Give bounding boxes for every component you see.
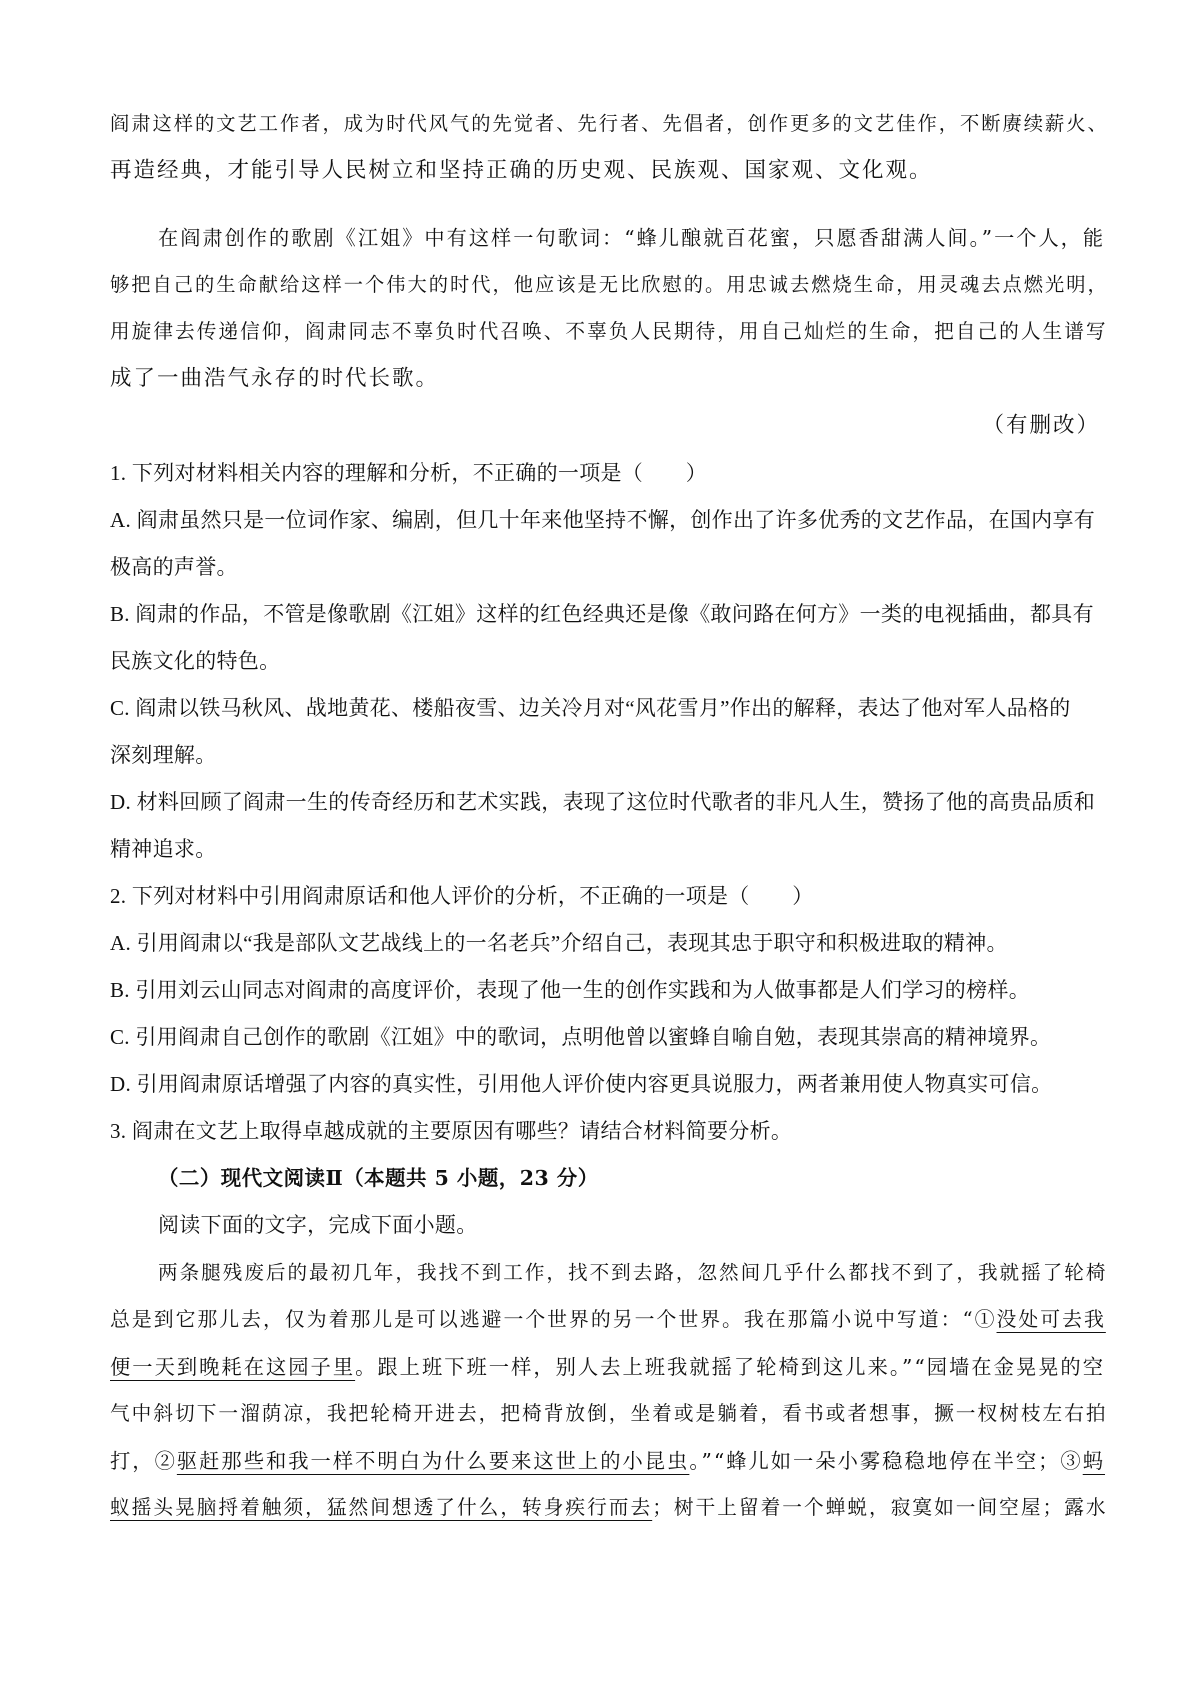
underlined-sentence-1-cont: 便一天到晚耗在这园子里	[110, 1355, 356, 1379]
source-note: （有删改）	[982, 413, 1100, 438]
question-3-stem: 3. 阎肃在文艺上取得卓越成就的主要原因有哪些？请结合材料简要分析。	[110, 1119, 793, 1143]
question-1-stem: 1. 下列对材料相关内容的理解和分析，不正确的一项是（ ）	[110, 461, 707, 485]
question-1-option-a: A. 阎肃虽然只是一位词作家、编剧，但几十年来他坚持不懈，创作出了许多优秀的文艺作品，在国内享有	[110, 508, 1096, 532]
question-2-option-d: D. 引用阎肃原话增强了内容的真实性，引用他人评价使内容更具说服力，两者兼用使人物真实可信。	[110, 1072, 1053, 1096]
question-1-option-d-cont: 精神追求。	[110, 837, 217, 861]
paragraph-line: 再造经典，才能引导人民树立和坚持正确的历史观、民族观、国家观、文化观。	[110, 158, 933, 183]
question-1-option-a-cont: 极高的声誉。	[110, 555, 238, 579]
passage-text: ；树干上留着一个蝉蜕，寂寞如一间空屋；露水	[652, 1496, 1108, 1519]
underlined-sentence-3: 蚂	[1082, 1449, 1106, 1473]
passage-line: 气中斜切下一溜荫凉，我把轮椅开进去，把椅背放倒，坐着或是躺着，看书或者想事，撅一杈树枝左右拍	[110, 1402, 1108, 1425]
question-2-option-b: B. 引用刘云山同志对阎肃的高度评价，表现了他一生的创作实践和为人做事都是人们学习的榜样。	[110, 978, 1031, 1002]
paragraph-line: 在阎肃创作的歌剧《江姐》中有这样一句歌词：“蜂儿酿就百花蜜，只愿香甜满人间。”一个人，能	[158, 226, 1106, 250]
question-2-option-a: A. 引用阎肃以“我是部队文艺战线上的一名老兵”介绍自己，表现其忠于职守和积极进取的精神。	[110, 931, 1008, 955]
passage-text: 。”“蜂儿如一朵小雾稳稳地停在半空；③	[689, 1449, 1083, 1473]
underlined-sentence-1: 没处可去我	[996, 1308, 1106, 1331]
paragraph-line: 成了一曲浩气永存的时代长歌。	[110, 366, 440, 391]
passage-line	[110, 1485, 1108, 1531]
passage-text: 。跟上班下班一样，别人去上班我就摇了轮椅到这儿来。”“园墙在金晃晃的空	[355, 1355, 1105, 1379]
underlined-sentence-2: 驱赶那些和我一样不明白为什么要来这世上的小昆虫	[176, 1449, 690, 1473]
passage-text: 打，②	[110, 1449, 177, 1473]
question-2-stem: 2. 下列对材料中引用阎肃原话和他人评价的分析，不正确的一项是（ ）	[110, 884, 814, 908]
question-1-option-c-cont: 深刻理解。	[110, 743, 217, 767]
section-heading: （二）现代文阅读Ⅱ（本题共 5 小题，23 分）	[158, 1166, 599, 1190]
question-2-option-c: C. 引用阎肃自己创作的歌剧《江姐》中的歌词，点明他曾以蜜蜂自喻自勉，表现其崇高的精神境界。	[110, 1025, 1052, 1049]
passage-line	[110, 1438, 1106, 1484]
paragraph-line: 用旋律去传递信仰，阎肃同志不辜负时代召唤、不辜负人民期待，用自己灿烂的生命，把自己的人生谱写	[110, 320, 1108, 343]
question-1-option-d: D. 材料回顾了阎肃一生的传奇经历和艺术实践，表现了这位时代歌者的非凡人生，赞扬了他的高贵品质和	[110, 790, 1096, 814]
question-1-option-b-cont: 民族文化的特色。	[110, 649, 281, 673]
passage-line: 两条腿残废后的最初几年，我找不到工作，找不到去路，忽然间几乎什么都找不到了，我就摇了轮椅	[158, 1261, 1108, 1284]
question-1-option-b: B. 阎肃的作品，不管是像歌剧《江姐》这样的红色经典还是像《敢问路在何方》一类的电视插曲，都具有	[110, 602, 1094, 626]
question-1-option-c: C. 阎肃以铁马秋风、战地黄花、楼船夜雪、边关冷月对“风花雪月”作出的解释，表达了他对军人品格的	[110, 696, 1071, 720]
passage-text: 总是到它那儿去，仅为着那儿是可以逃避一个世界的另一个世界。我在那篇小说中写道：“①	[110, 1308, 997, 1331]
passage-line	[110, 1344, 1105, 1390]
reading-instruction: 阅读下面的文字，完成下面小题。	[158, 1213, 478, 1237]
underlined-sentence-3-cont: 蚁摇头晃脑捋着触须，猛然间想透了什么，转身疾行而去	[110, 1496, 653, 1519]
paragraph-line: 阎肃这样的文艺工作者，成为时代风气的先觉者、先行者、先倡者，创作更多的文艺佳作，不断赓续薪火、	[110, 112, 1109, 135]
paragraph-line: 够把自己的生命献给这样一个伟大的时代，他应该是无比欣慰的。用忠诚去燃烧生命，用灵魂去点燃光明，	[110, 273, 1109, 296]
passage-line	[110, 1297, 1106, 1343]
